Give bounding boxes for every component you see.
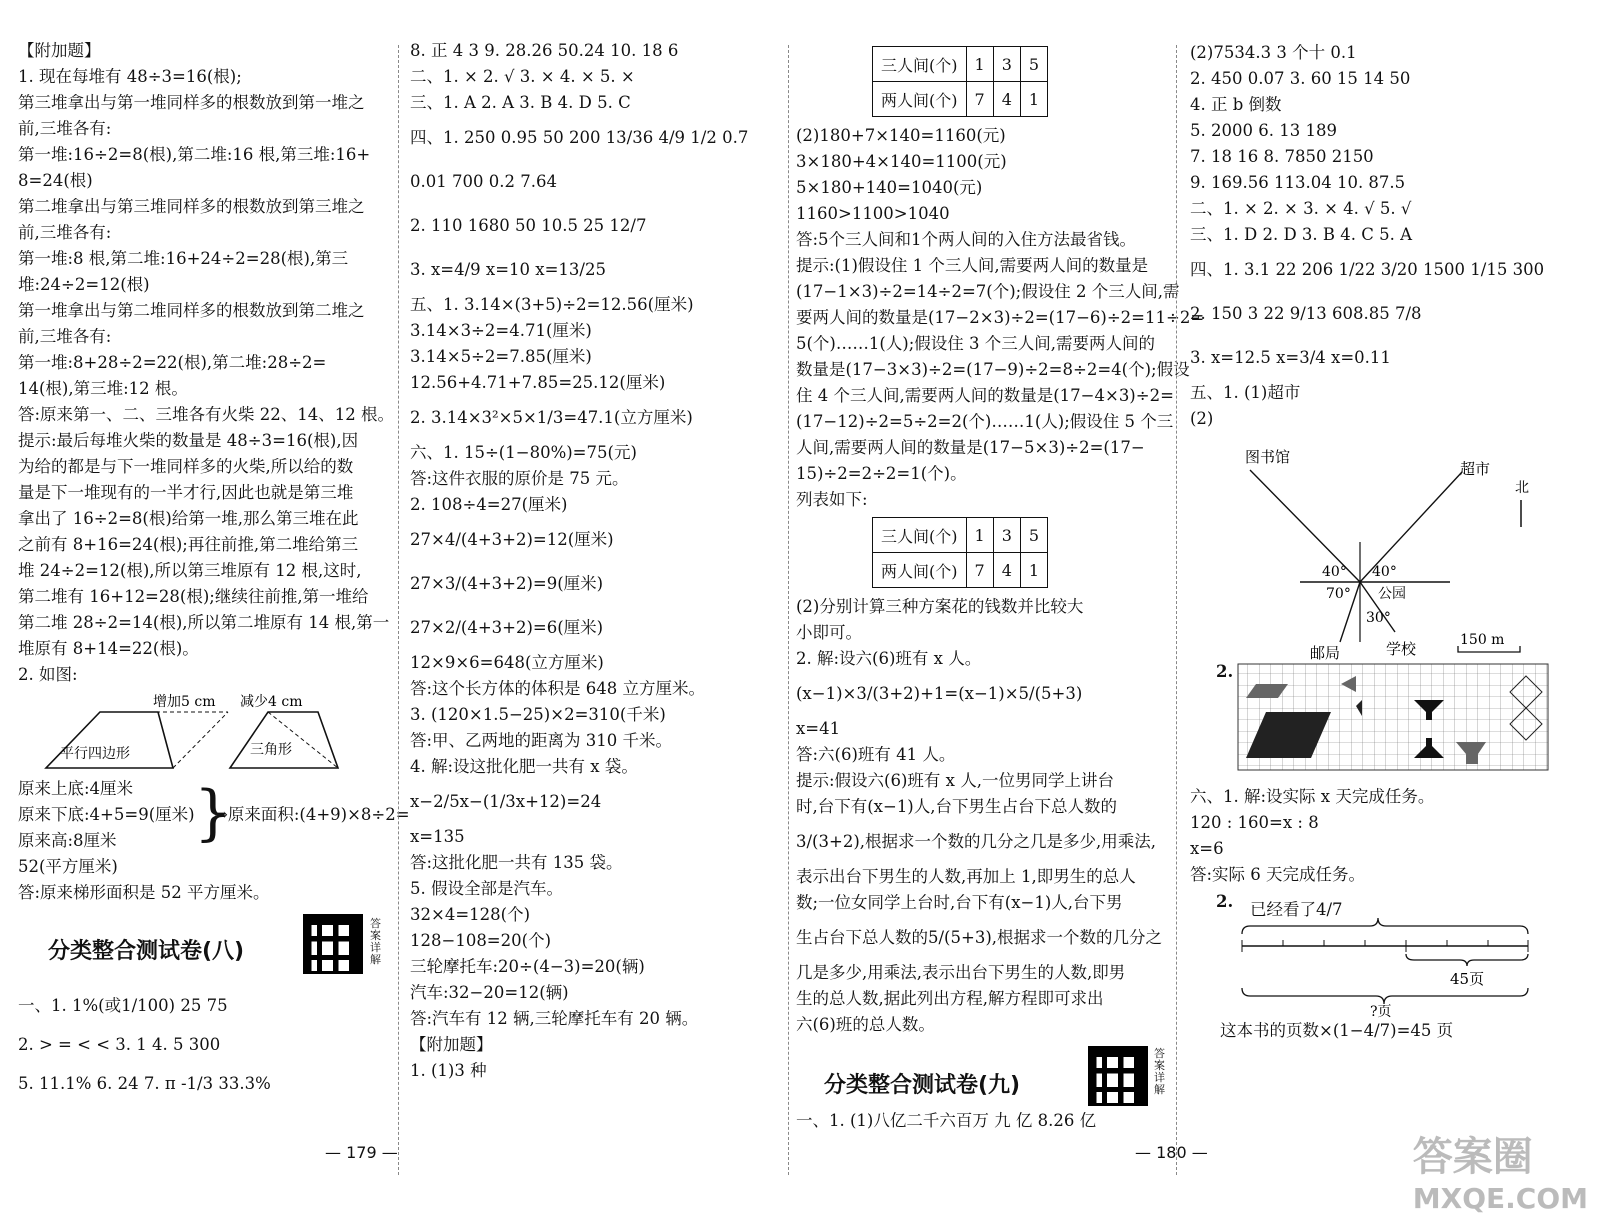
column-divider	[398, 45, 399, 1175]
text-line: 14(根),第三堆:12 根。	[18, 379, 188, 398]
trapezoid-figure	[18, 688, 390, 776]
brace-line: 原来下底:4+5=9(厘米)	[18, 805, 195, 824]
text-line: 【附加题】	[410, 1035, 493, 1054]
text-line: (2)	[1190, 409, 1214, 428]
qr-code-icon	[1088, 1046, 1148, 1106]
fig-para-label: 平行四边形	[60, 746, 130, 762]
text-line: 汽车:32−20=12(辆)	[410, 983, 569, 1002]
text-line: 列表如下:	[796, 490, 868, 509]
table-cell: 7	[966, 553, 993, 588]
text-line: 表示出台下男生的人数,再加上 1,即男生的总人	[796, 867, 1136, 886]
brace-line: 原来高:8厘米	[18, 831, 117, 850]
text-line: 27×3/(4+3+2)=9(厘米)	[410, 574, 604, 593]
table-cell: 1	[1020, 553, 1047, 588]
text-line: 六、1. 解:设实际 x 天完成任务。	[1190, 787, 1435, 806]
text-line: 前,三堆各有:	[18, 119, 112, 138]
text-line: 答:甲、乙两地的距离为 310 千米。	[410, 731, 673, 750]
table-cell: 两人间(个)	[873, 82, 967, 117]
column-1	[18, 38, 410, 1106]
text-line: 第一堆:8+28÷2=22(根),第二堆:28÷2=	[18, 353, 327, 372]
text-line: 3.14×3÷2=4.71(厘米)	[410, 321, 592, 340]
text-line: 12.56+4.71+7.85=25.12(厘米)	[410, 373, 666, 392]
text-line: 答:汽车有 12 辆,三轮摩托车有 20 辆。	[410, 1009, 699, 1028]
column-divider	[1176, 45, 1177, 1175]
text-line: 3. x=12.5 x=3/4 x=0.11	[1190, 348, 1391, 367]
question-number: 2.	[1216, 662, 1234, 681]
text-line: 4. 正 b 倒数	[1190, 95, 1282, 114]
table-cell: 1	[966, 518, 993, 553]
brace-line: 原来上底:4厘米	[18, 779, 134, 798]
column-3	[796, 46, 1205, 1134]
text-line: 三轮摩托车:20÷(4−3)=20(辆)	[410, 957, 645, 976]
fig-tri-label: 三角形	[250, 742, 292, 758]
test-header-8	[18, 914, 390, 984]
text-line: 【附加题】	[18, 41, 101, 60]
qr-code-icon	[303, 914, 363, 974]
col3-text-a	[796, 123, 1205, 513]
text-line: 52(平方厘米)	[18, 857, 118, 876]
text-line: x−2/5x−(1/3x+12)=24	[410, 792, 602, 811]
text-line: 2. 解:设六(6)班有 x 人。	[796, 649, 982, 668]
answer-line: 一、1. 1%(或1/100) 25 75	[18, 996, 228, 1015]
grid-figure-block	[1190, 662, 1590, 776]
text-line: 2. 如图:	[18, 665, 78, 684]
text-line: 5. 假设全部是汽车。	[410, 879, 563, 898]
text-line: 提示:最后每堆火柴的数量是 48÷3=16(根),因	[18, 431, 359, 450]
watermark-en: MXQE.COM	[1412, 1182, 1588, 1215]
text-line: 二、1. × 2. × 3. × 4. √ 5. √	[1190, 199, 1412, 218]
col4-text	[1190, 40, 1590, 432]
col4-text-2	[1190, 784, 1590, 888]
text-line: 四、1. 3.1 22 206 1/22 3/20 1500 1/15 300	[1190, 260, 1545, 279]
text-line: 四、1. 250 0.95 50 200 13/36 4/9 1/2 0.7	[410, 128, 749, 147]
test-header-9	[796, 1046, 1166, 1108]
angle-label: 40°	[1372, 564, 1397, 580]
rooms-table-2	[872, 517, 1048, 588]
text-line: 第二堆 28÷2=14(根),所以第二堆原有 14 根,第一	[18, 613, 390, 632]
table-cell: 两人间(个)	[873, 553, 967, 588]
table-cell: 三人间(个)	[873, 518, 967, 553]
text-line: 8. 正 4 3 9. 28.26 50.24 10. 18 6	[410, 41, 679, 60]
text-line: 第二堆有 16+12=28(根);继续往前推,第一堆给	[18, 587, 369, 606]
answer-line: 5. 11.1% 6. 24 7. π -1/3 33.3%	[18, 1074, 271, 1093]
page-number-left: — 179 —	[325, 1143, 398, 1162]
text-line: 三、1. D 2. D 3. B 4. C 5. A	[1190, 225, 1413, 244]
watermark	[1413, 1125, 1588, 1215]
text-line: (x−1)×3/(3+2)+1=(x−1)×5/(5+3)	[796, 684, 1083, 703]
text-line: 六(6)班的总人数。	[796, 1015, 935, 1034]
brace-block	[18, 776, 410, 854]
question-number: 2.	[1216, 892, 1234, 911]
table-cell: 3	[993, 47, 1020, 82]
text-line: 第一堆:16÷2=8(根),第二堆:16 根,第三堆:16+	[18, 145, 371, 164]
text-line: 2. 150 3 22 9/13 608.85 7/8	[1190, 304, 1422, 323]
text-line: 9. 169.56 113.04 10. 87.5	[1190, 173, 1406, 192]
text-line: 0.01 700 0.2 7.64	[410, 172, 557, 191]
text-line: 人间,需要两人间的数量是(17−5×3)÷2=(17−	[796, 438, 1145, 457]
text-line: 第二堆拿出与第三堆同样多的根数放到第三堆之	[18, 197, 365, 216]
text-line: 2. 110 1680 50 10.5 25 12/7	[410, 216, 647, 235]
text-line: 堆原有 8+14=22(根)。	[18, 639, 199, 658]
text-line: 3.14×5÷2=7.85(厘米)	[410, 347, 592, 366]
text-line: 三、1. A 2. A 3. B 4. D 5. C	[410, 93, 631, 112]
column-divider	[788, 45, 789, 1175]
direction-map	[1190, 432, 1590, 662]
text-line: 1. (1)3 种	[410, 1061, 487, 1080]
text-line: 生占台下总人数的5/(5+3),根据求一个数的几分之	[796, 928, 1162, 947]
text-line: 提示:假设六(6)班有 x 人,一位男同学上讲台	[796, 771, 1114, 790]
table-cell: 4	[993, 553, 1020, 588]
text-line: x=6	[1190, 839, 1224, 858]
text-line: 8=24(根)	[18, 171, 93, 190]
angle-label: 40°	[1322, 564, 1347, 580]
text-line: 第一堆:8 根,第二堆:16+24÷2=28(根),第三	[18, 249, 349, 268]
text-line: 2. 3.14×3²×5×1/3=47.1(立方厘米)	[410, 408, 693, 427]
col1-text	[18, 38, 395, 688]
text-line: 时,台下有(x−1)人,台下男生占台下总人数的	[796, 797, 1117, 816]
table-cell: 3	[993, 518, 1020, 553]
final-equation: 这本书的页数×(1−4/7)=45 页	[1220, 1021, 1454, 1040]
text-line: 堆 24÷2=12(根),所以第三堆原有 12 根,这时,	[18, 561, 362, 580]
brace-icon: }	[194, 778, 233, 848]
library-label: 图书馆	[1245, 448, 1291, 466]
table-cell: 7	[966, 82, 993, 117]
segment-45-label: 45页	[1450, 970, 1485, 988]
text-line: 第三堆拿出与第一堆同样多的根数放到第一堆之	[18, 93, 365, 112]
text-line: (2)分别计算三种方案花的钱数并比较大	[796, 597, 1084, 616]
text-line: 答:六(6)班有 41 人。	[796, 745, 956, 764]
col3-text-b	[796, 594, 1166, 1038]
qr-note: 答案详解	[370, 917, 381, 966]
text-line: 堆:24÷2=12(根)	[18, 275, 150, 294]
text-line: 1. 现在每堆有 48÷3=16(根);	[18, 67, 242, 86]
text-line: 2. 108÷4=27(厘米)	[410, 495, 568, 514]
text-line: 7. 18 16 8. 7850 2150	[1190, 147, 1374, 166]
answer-line: 2. > = < < 3. 1 4. 5 300	[18, 1035, 221, 1054]
text-line: 3×180+4×140=1100(元)	[796, 152, 1007, 171]
text-line: 120 : 160=x : 8	[1190, 813, 1319, 832]
fig-add-label: 增加5 cm	[153, 694, 216, 710]
text-line: 第一堆拿出与第二堆同样多的根数放到第二堆之	[18, 301, 365, 320]
table-cell: 5	[1020, 47, 1047, 82]
column-2	[410, 38, 780, 1084]
text-line: 数;一位女同学上台时,台下有(x−1)人,台下男	[796, 893, 1123, 912]
qr-note: 答案详解	[1154, 1047, 1165, 1096]
table-cell: 5	[1020, 518, 1047, 553]
text-line: 27×2/(4+3+2)=6(厘米)	[410, 618, 604, 637]
text-line: 27×4/(4+3+2)=12(厘米)	[410, 530, 614, 549]
text-line: 五、1. 3.14×(3+5)÷2=12.56(厘米)	[410, 295, 694, 314]
segment-read-label: 已经看了4/7	[1250, 900, 1343, 919]
angle-label: 30°	[1366, 610, 1391, 626]
text-line: 答:实际 6 天完成任务。	[1190, 865, 1366, 884]
table-cell: 1	[966, 47, 993, 82]
text-line: 12×9×6=648(立方厘米)	[410, 653, 604, 672]
brace-result: ⇒原来面积:(4+9)×8÷2=	[214, 805, 410, 824]
text-line: 3. x=4/9 x=10 x=13/25	[410, 260, 606, 279]
post-label: 邮局	[1310, 644, 1341, 662]
text-line: 3. (120×1.5−25)×2=310(千米)	[410, 705, 666, 724]
text-line: 3/(3+2),根据求一个数的几分之几是多少,用乘法,	[796, 832, 1156, 851]
text-line: 前,三堆各有:	[18, 327, 112, 346]
text-line: 几是多少,用乘法,表示出台下男生的人数,即男	[796, 963, 1126, 982]
col2-text	[410, 38, 780, 1084]
text-line: 5. 2000 6. 13 189	[1190, 121, 1337, 140]
answer-line: 一、1. (1)八亿二千六百万 九 亿 8.26 亿	[796, 1111, 1097, 1130]
text-line: 量是下一堆现有的一半才行,因此也就是第三堆	[18, 483, 354, 502]
text-line: x=41	[796, 719, 841, 738]
text-line: (17−12)÷2=5÷2=2(个)……1(人);假设住 5 个三	[796, 412, 1174, 431]
column-4	[1190, 40, 1590, 1044]
text-line: 5(个)……1(人);假设住 3 个三人间,需要两人间的	[796, 334, 1156, 353]
segment-figure	[1190, 888, 1590, 1018]
segment-total-label: ?页	[1370, 1004, 1392, 1018]
text-line: 128−108=20(个)	[410, 931, 552, 950]
text-line: x=135	[410, 827, 465, 846]
table-cell: 三人间(个)	[873, 47, 967, 82]
text-line: 15)÷2=2÷2=1(个)。	[796, 464, 967, 483]
text-line: 5×180+140=1040(元)	[796, 178, 983, 197]
angle-label: 70°	[1326, 586, 1351, 602]
text-line: 32×4=128(个)	[410, 905, 531, 924]
test-title-8: 分类整合测试卷(八)	[48, 939, 245, 964]
text-line: (17−1×3)÷2=14÷2=7(个);假设住 2 个三人间,需	[796, 282, 1180, 301]
text-line: 小即可。	[796, 623, 862, 642]
text-line: 答:原来梯形面积是 52 平方厘米。	[18, 883, 270, 902]
text-line: 答:原来第一、二、三堆各有火柴 22、14、12 根。	[18, 405, 395, 424]
text-line: (2)180+7×140=1160(元)	[796, 126, 1006, 145]
text-line: (2)7534.3 3 个十 0.1	[1190, 43, 1357, 62]
north-label: 北	[1515, 480, 1529, 496]
text-line: 答:5个三人间和1个两人间的入住方法最省钱。	[796, 230, 1137, 249]
watermark-cn: 答案圈	[1412, 1134, 1533, 1180]
fig-sub-label: 减少4 cm	[240, 694, 303, 710]
text-line: 生的总人数,据此列出方程,解方程即可求出	[796, 989, 1104, 1008]
text-line: 之前有 8+16=24(根);再往前推,第二堆给第三	[18, 535, 359, 554]
grid-figure	[1236, 662, 1596, 774]
market-label: 超市	[1460, 460, 1491, 478]
scale-label: 150 m	[1460, 632, 1505, 648]
text-line: 五、1. (1)超市	[1190, 383, 1301, 402]
park-label: 公园	[1378, 586, 1406, 602]
text-line: 提示:(1)假设住 1 个三人间,需要两人间的数量是	[796, 256, 1149, 275]
text-line: 1160>1100>1040	[796, 204, 950, 223]
rooms-table-1	[872, 46, 1048, 117]
text-line: 答:这批化肥一共有 135 袋。	[410, 853, 623, 872]
page-number-right: — 180 —	[1135, 1143, 1208, 1162]
table-cell: 1	[1020, 82, 1047, 117]
text-line: 答:这个长方体的体积是 648 立方厘米。	[410, 679, 706, 698]
text-line: 前,三堆各有:	[18, 223, 112, 242]
test-title-9: 分类整合测试卷(九)	[824, 1073, 1021, 1098]
text-line: 拿出了 16÷2=8(根)给第一堆,那么第三堆在此	[18, 509, 359, 528]
text-line: 要两人间的数量是(17−2×3)÷2=(17−6)÷2=11÷2=	[796, 308, 1205, 327]
text-line: 六、1. 15÷(1−80%)=75(元)	[410, 443, 637, 462]
school-label: 学校	[1386, 640, 1417, 658]
text-line: 住 4 个三人间,需要两人间的数量是(17−4×3)÷2=	[796, 386, 1174, 405]
text-line: 数量是(17−3×3)÷2=(17−9)÷2=8÷2=4(个);假设	[796, 360, 1190, 379]
text-line: 为给的都是与下一堆同样多的火柴,所以给的数	[18, 457, 354, 476]
table-cell: 4	[993, 82, 1020, 117]
text-line: 二、1. × 2. √ 3. × 4. × 5. ×	[410, 67, 635, 86]
text-line: 4. 解:设这批化肥一共有 x 袋。	[410, 757, 638, 776]
text-line: 答:这件衣服的原价是 75 元。	[410, 469, 629, 488]
text-line: 2. 450 0.07 3. 60 15 14 50	[1190, 69, 1411, 88]
segment-diagram	[1220, 888, 1590, 1018]
